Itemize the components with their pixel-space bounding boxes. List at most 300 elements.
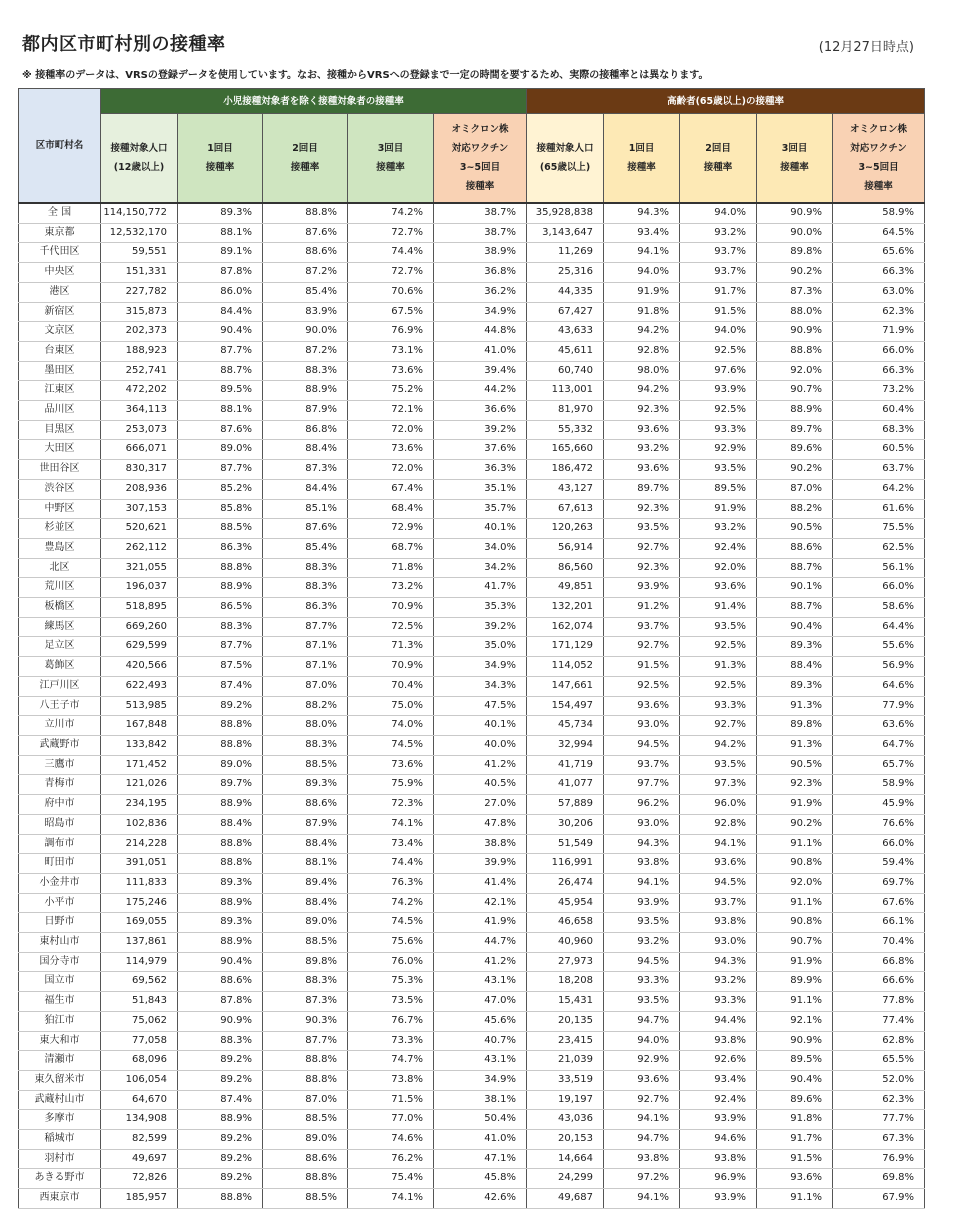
- group-a-header: 小児接種対象者を除く接種対象者の接種率: [101, 89, 527, 114]
- dose1-rate: 90.4%: [178, 322, 263, 342]
- omicron-rate: 40.1%: [434, 519, 527, 539]
- dose1-rate: 87.5%: [178, 657, 263, 677]
- municipality-name: 目黒区: [19, 420, 101, 440]
- municipality-name: 福生市: [19, 992, 101, 1012]
- senior-omicron-rate: 77.7%: [833, 1110, 925, 1130]
- pop-65plus: 11,269: [527, 243, 604, 263]
- senior-dose1-rate: 92.8%: [604, 341, 680, 361]
- dose2-rate: 83.9%: [263, 302, 348, 322]
- pop-12plus: 185,957: [101, 1189, 178, 1209]
- senior-dose2-rate: 93.8%: [680, 913, 757, 933]
- omicron-rate: 36.6%: [434, 401, 527, 421]
- pop-65plus: 81,970: [527, 401, 604, 421]
- table-row: [19, 1070, 925, 1090]
- senior-dose3-rate: 92.3%: [757, 775, 833, 795]
- senior-omicron-rate: 73.2%: [833, 381, 925, 401]
- dose2-rate: 88.5%: [263, 1189, 348, 1209]
- senior-dose1-rate: 97.7%: [604, 775, 680, 795]
- senior-omicron-rate: 62.3%: [833, 302, 925, 322]
- pop-65plus: 30,206: [527, 814, 604, 834]
- senior-omicron-rate: 77.4%: [833, 1011, 925, 1031]
- dose3-rate: 72.9%: [348, 519, 434, 539]
- dose3-rate: 74.0%: [348, 716, 434, 736]
- table-row: [19, 893, 925, 913]
- senior-dose1-rate: 93.7%: [604, 617, 680, 637]
- col-a-omicron: [434, 114, 527, 204]
- dose3-rate: 71.5%: [348, 1090, 434, 1110]
- dose1-rate: 89.0%: [178, 440, 263, 460]
- col-a-omicron-label: オミクロン株 対応ワクチン 3~5回目 接種率: [451, 124, 509, 192]
- senior-dose2-rate: 94.4%: [680, 1011, 757, 1031]
- dose3-rate: 67.4%: [348, 479, 434, 499]
- dose2-rate: 87.1%: [263, 637, 348, 657]
- pop-12plus: 51,843: [101, 992, 178, 1012]
- senior-dose1-rate: 94.1%: [604, 243, 680, 263]
- dose1-rate: 87.8%: [178, 992, 263, 1012]
- senior-dose2-rate: 92.4%: [680, 1090, 757, 1110]
- senior-dose2-rate: 93.3%: [680, 420, 757, 440]
- dose1-rate: 87.6%: [178, 420, 263, 440]
- senior-omicron-rate: 66.3%: [833, 361, 925, 381]
- dose3-rate: 76.7%: [348, 1011, 434, 1031]
- municipality-name: 国分寺市: [19, 952, 101, 972]
- dose2-rate: 84.4%: [263, 479, 348, 499]
- pop-12plus: 253,073: [101, 420, 178, 440]
- table-row: [19, 854, 925, 874]
- col-a-dose3: [348, 114, 434, 204]
- senior-omicron-rate: 62.3%: [833, 1090, 925, 1110]
- table-row: [19, 322, 925, 342]
- pop-65plus: 33,519: [527, 1070, 604, 1090]
- pop-12plus: 321,055: [101, 558, 178, 578]
- senior-dose3-rate: 89.3%: [757, 676, 833, 696]
- senior-omicron-rate: 61.6%: [833, 499, 925, 519]
- municipality-name: 練馬区: [19, 617, 101, 637]
- table-row: [19, 1149, 925, 1169]
- col-b-omicron-label: オミクロン株 対応ワクチン 3~5回目 接種率: [850, 124, 908, 192]
- table-row: [19, 243, 925, 263]
- municipality-name: 大田区: [19, 440, 101, 460]
- col-b-dose1-label: 1回目 接種率: [627, 143, 656, 173]
- dose1-rate: 89.3%: [178, 913, 263, 933]
- pop-12plus: 75,062: [101, 1011, 178, 1031]
- senior-dose3-rate: 92.1%: [757, 1011, 833, 1031]
- senior-dose2-rate: 92.5%: [680, 676, 757, 696]
- group-b-header: 高齢者(65歳以上)の接種率: [527, 89, 925, 114]
- pop-12plus: 167,848: [101, 716, 178, 736]
- omicron-rate: 50.4%: [434, 1110, 527, 1130]
- col-a-dose1: [178, 114, 263, 204]
- senior-dose1-rate: 93.0%: [604, 814, 680, 834]
- senior-dose3-rate: 88.6%: [757, 538, 833, 558]
- senior-dose2-rate: 89.5%: [680, 479, 757, 499]
- data-note: ※ 接種率のデータは、VRSの登録データを使用しています。なお、接種からVRSへの登録まで一定の時間を要するため、実際の接種率とは異なります。: [22, 70, 709, 81]
- pop-65plus: 26,474: [527, 873, 604, 893]
- table-row: [19, 716, 925, 736]
- senior-dose3-rate: 90.1%: [757, 578, 833, 598]
- senior-dose3-rate: 89.6%: [757, 1090, 833, 1110]
- dose3-rate: 72.3%: [348, 795, 434, 815]
- dose2-rate: 88.3%: [263, 558, 348, 578]
- municipality-header: 区市町村名: [19, 89, 101, 204]
- pop-12plus: 82,599: [101, 1130, 178, 1150]
- omicron-rate: 44.8%: [434, 322, 527, 342]
- pop-12plus: 629,599: [101, 637, 178, 657]
- senior-omicron-rate: 64.4%: [833, 617, 925, 637]
- table-row: [19, 1011, 925, 1031]
- senior-omicron-rate: 62.8%: [833, 1031, 925, 1051]
- pop-12plus: 49,697: [101, 1149, 178, 1169]
- table-row: [19, 834, 925, 854]
- pop-65plus: 45,611: [527, 341, 604, 361]
- senior-dose2-rate: 94.1%: [680, 834, 757, 854]
- omicron-rate: 40.0%: [434, 735, 527, 755]
- col-a-dose2: [263, 114, 348, 204]
- pop-12plus: 622,493: [101, 676, 178, 696]
- municipality-name: 江東区: [19, 381, 101, 401]
- senior-omicron-rate: 77.9%: [833, 696, 925, 716]
- pop-12plus: 171,452: [101, 755, 178, 775]
- senior-dose3-rate: 90.9%: [757, 322, 833, 342]
- dose1-rate: 88.9%: [178, 893, 263, 913]
- senior-dose3-rate: 91.7%: [757, 1130, 833, 1150]
- dose2-rate: 88.5%: [263, 1110, 348, 1130]
- dose3-rate: 75.9%: [348, 775, 434, 795]
- municipality-name: 品川区: [19, 401, 101, 421]
- page-title: 都内区市町村別の接種率: [22, 34, 226, 55]
- table-row: [19, 795, 925, 815]
- senior-dose2-rate: 93.5%: [680, 617, 757, 637]
- dose3-rate: 72.7%: [348, 263, 434, 283]
- col-b-dose2-label: 2回目 接種率: [703, 143, 733, 173]
- omicron-rate: 39.2%: [434, 617, 527, 637]
- dose2-rate: 87.9%: [263, 814, 348, 834]
- pop-12plus: 214,228: [101, 834, 178, 854]
- municipality-name: 新宿区: [19, 302, 101, 322]
- municipality-name: 立川市: [19, 716, 101, 736]
- omicron-rate: 39.9%: [434, 854, 527, 874]
- senior-dose1-rate: 91.9%: [604, 282, 680, 302]
- senior-dose3-rate: 91.1%: [757, 992, 833, 1012]
- senior-dose1-rate: 97.2%: [604, 1169, 680, 1189]
- table-row: [19, 598, 925, 618]
- senior-dose1-rate: 93.6%: [604, 1070, 680, 1090]
- pop-12plus: 196,037: [101, 578, 178, 598]
- dose1-rate: 89.5%: [178, 381, 263, 401]
- municipality-name: 板橋区: [19, 598, 101, 618]
- senior-dose3-rate: 90.9%: [757, 203, 833, 223]
- senior-dose3-rate: 89.8%: [757, 243, 833, 263]
- table-row: [19, 1051, 925, 1071]
- omicron-rate: 45.6%: [434, 1011, 527, 1031]
- dose2-rate: 86.3%: [263, 598, 348, 618]
- senior-dose1-rate: 94.0%: [604, 1031, 680, 1051]
- table-row: [19, 735, 925, 755]
- table-row: [19, 913, 925, 933]
- senior-dose3-rate: 91.5%: [757, 1149, 833, 1169]
- dose1-rate: 88.8%: [178, 1189, 263, 1209]
- senior-dose3-rate: 91.1%: [757, 893, 833, 913]
- municipality-name: 全 国: [19, 203, 101, 223]
- pop-65plus: 60,740: [527, 361, 604, 381]
- pop-65plus: 25,316: [527, 263, 604, 283]
- table-row: [19, 499, 925, 519]
- dose3-rate: 75.4%: [348, 1169, 434, 1189]
- dose1-rate: 88.3%: [178, 617, 263, 637]
- pop-12plus: 513,985: [101, 696, 178, 716]
- omicron-rate: 38.7%: [434, 203, 527, 223]
- senior-dose3-rate: 87.0%: [757, 479, 833, 499]
- senior-dose2-rate: 94.2%: [680, 735, 757, 755]
- pop-65plus: 44,335: [527, 282, 604, 302]
- dose1-rate: 87.7%: [178, 637, 263, 657]
- senior-dose2-rate: 93.7%: [680, 263, 757, 283]
- dose2-rate: 87.1%: [263, 657, 348, 677]
- omicron-rate: 34.9%: [434, 302, 527, 322]
- dose3-rate: 73.8%: [348, 1070, 434, 1090]
- municipality-name: 中野区: [19, 499, 101, 519]
- senior-omicron-rate: 69.8%: [833, 1169, 925, 1189]
- pop-65plus: 32,994: [527, 735, 604, 755]
- pop-65plus: 43,127: [527, 479, 604, 499]
- dose2-rate: 89.0%: [263, 1130, 348, 1150]
- pop-12plus: 12,532,170: [101, 223, 178, 243]
- dose2-rate: 88.5%: [263, 933, 348, 953]
- senior-dose2-rate: 93.6%: [680, 578, 757, 598]
- senior-dose1-rate: 92.7%: [604, 538, 680, 558]
- senior-dose1-rate: 94.0%: [604, 263, 680, 283]
- col-b-dose3: [757, 114, 833, 204]
- dose2-rate: 87.6%: [263, 519, 348, 539]
- dose2-rate: 88.3%: [263, 578, 348, 598]
- pop-65plus: 114,052: [527, 657, 604, 677]
- dose2-rate: 86.8%: [263, 420, 348, 440]
- table-row: [19, 519, 925, 539]
- senior-omicron-rate: 63.7%: [833, 460, 925, 480]
- senior-dose1-rate: 93.6%: [604, 420, 680, 440]
- omicron-rate: 36.8%: [434, 263, 527, 283]
- dose2-rate: 88.6%: [263, 1149, 348, 1169]
- senior-dose1-rate: 93.8%: [604, 1149, 680, 1169]
- pop-65plus: 15,431: [527, 992, 604, 1012]
- table-row: [19, 420, 925, 440]
- senior-omicron-rate: 70.4%: [833, 933, 925, 953]
- table-row: [19, 1110, 925, 1130]
- omicron-rate: 36.3%: [434, 460, 527, 480]
- table-row: [19, 637, 925, 657]
- senior-dose3-rate: 91.3%: [757, 735, 833, 755]
- pop-12plus: 137,861: [101, 933, 178, 953]
- municipality-name: 足立区: [19, 637, 101, 657]
- dose3-rate: 73.2%: [348, 578, 434, 598]
- dose1-rate: 89.7%: [178, 775, 263, 795]
- dose3-rate: 71.3%: [348, 637, 434, 657]
- pop-12plus: 202,373: [101, 322, 178, 342]
- pop-12plus: 114,150,772: [101, 203, 178, 223]
- dose1-rate: 89.0%: [178, 755, 263, 775]
- senior-omicron-rate: 71.9%: [833, 322, 925, 342]
- senior-dose1-rate: 94.2%: [604, 322, 680, 342]
- senior-dose2-rate: 93.6%: [680, 854, 757, 874]
- senior-dose3-rate: 91.8%: [757, 1110, 833, 1130]
- pop-65plus: 56,914: [527, 538, 604, 558]
- dose2-rate: 88.4%: [263, 893, 348, 913]
- pop-12plus: 134,908: [101, 1110, 178, 1130]
- municipality-name: あきる野市: [19, 1169, 101, 1189]
- senior-omicron-rate: 60.4%: [833, 401, 925, 421]
- omicron-rate: 38.7%: [434, 223, 527, 243]
- senior-dose1-rate: 93.3%: [604, 972, 680, 992]
- municipality-name: 中央区: [19, 263, 101, 283]
- dose1-rate: 85.2%: [178, 479, 263, 499]
- municipality-name: 千代田区: [19, 243, 101, 263]
- table-row: [19, 952, 925, 972]
- pop-12plus: 114,979: [101, 952, 178, 972]
- omicron-rate: 35.3%: [434, 598, 527, 618]
- senior-omicron-rate: 59.4%: [833, 854, 925, 874]
- senior-dose2-rate: 94.0%: [680, 203, 757, 223]
- senior-dose3-rate: 93.6%: [757, 1169, 833, 1189]
- pop-12plus: 520,621: [101, 519, 178, 539]
- omicron-rate: 38.8%: [434, 834, 527, 854]
- dose2-rate: 87.0%: [263, 1090, 348, 1110]
- dose2-rate: 87.6%: [263, 223, 348, 243]
- dose3-rate: 68.4%: [348, 499, 434, 519]
- dose1-rate: 89.2%: [178, 696, 263, 716]
- omicron-rate: 47.1%: [434, 1149, 527, 1169]
- pop-65plus: 162,074: [527, 617, 604, 637]
- municipality-name: 多摩市: [19, 1110, 101, 1130]
- municipality-name: 東村山市: [19, 933, 101, 953]
- senior-omicron-rate: 67.6%: [833, 893, 925, 913]
- col-b-population: [527, 114, 604, 204]
- pop-12plus: 111,833: [101, 873, 178, 893]
- pop-12plus: 420,566: [101, 657, 178, 677]
- dose1-rate: 87.8%: [178, 263, 263, 283]
- municipality-name: 狛江市: [19, 1011, 101, 1031]
- senior-dose2-rate: 93.8%: [680, 1031, 757, 1051]
- table-row: [19, 657, 925, 677]
- dose3-rate: 72.1%: [348, 401, 434, 421]
- pop-65plus: 23,415: [527, 1031, 604, 1051]
- pop-65plus: 186,472: [527, 460, 604, 480]
- senior-dose3-rate: 90.2%: [757, 263, 833, 283]
- senior-dose3-rate: 90.8%: [757, 854, 833, 874]
- senior-dose1-rate: 94.1%: [604, 1110, 680, 1130]
- dose3-rate: 75.3%: [348, 972, 434, 992]
- senior-dose3-rate: 88.8%: [757, 341, 833, 361]
- municipality-name: 荒川区: [19, 578, 101, 598]
- senior-dose1-rate: 94.3%: [604, 834, 680, 854]
- senior-dose3-rate: 91.9%: [757, 952, 833, 972]
- dose3-rate: 76.3%: [348, 873, 434, 893]
- senior-dose3-rate: 90.4%: [757, 1070, 833, 1090]
- dose2-rate: 88.6%: [263, 243, 348, 263]
- senior-dose2-rate: 93.9%: [680, 381, 757, 401]
- omicron-rate: 34.3%: [434, 676, 527, 696]
- table-row: [19, 302, 925, 322]
- dose1-rate: 89.1%: [178, 243, 263, 263]
- dose2-rate: 88.8%: [263, 1051, 348, 1071]
- table-row: [19, 755, 925, 775]
- senior-dose1-rate: 93.9%: [604, 578, 680, 598]
- senior-dose2-rate: 92.9%: [680, 440, 757, 460]
- senior-dose3-rate: 88.0%: [757, 302, 833, 322]
- omicron-rate: 41.0%: [434, 1130, 527, 1150]
- pop-65plus: 67,427: [527, 302, 604, 322]
- municipality-name: 豊島区: [19, 538, 101, 558]
- senior-dose1-rate: 92.9%: [604, 1051, 680, 1071]
- omicron-rate: 41.9%: [434, 913, 527, 933]
- dose1-rate: 88.1%: [178, 223, 263, 243]
- senior-dose3-rate: 90.7%: [757, 933, 833, 953]
- pop-12plus: 106,054: [101, 1070, 178, 1090]
- dose3-rate: 76.2%: [348, 1149, 434, 1169]
- table-row: [19, 282, 925, 302]
- dose1-rate: 89.2%: [178, 1070, 263, 1090]
- dose1-rate: 90.4%: [178, 952, 263, 972]
- senior-dose2-rate: 91.7%: [680, 282, 757, 302]
- senior-dose3-rate: 89.3%: [757, 637, 833, 657]
- omicron-rate: 41.2%: [434, 755, 527, 775]
- omicron-rate: 44.7%: [434, 933, 527, 953]
- omicron-rate: 40.7%: [434, 1031, 527, 1051]
- dose2-rate: 89.8%: [263, 952, 348, 972]
- dose2-rate: 88.3%: [263, 735, 348, 755]
- dose3-rate: 74.6%: [348, 1130, 434, 1150]
- dose1-rate: 87.4%: [178, 1090, 263, 1110]
- dose2-rate: 90.0%: [263, 322, 348, 342]
- dose3-rate: 72.0%: [348, 460, 434, 480]
- senior-dose3-rate: 89.9%: [757, 972, 833, 992]
- municipality-name: 小金井市: [19, 873, 101, 893]
- dose3-rate: 68.7%: [348, 538, 434, 558]
- senior-dose1-rate: 91.5%: [604, 657, 680, 677]
- pop-65plus: 20,153: [527, 1130, 604, 1150]
- municipality-name: 墨田区: [19, 361, 101, 381]
- table-row: [19, 814, 925, 834]
- senior-dose3-rate: 91.1%: [757, 834, 833, 854]
- pop-12plus: 669,260: [101, 617, 178, 637]
- dose1-rate: 87.7%: [178, 460, 263, 480]
- senior-omicron-rate: 66.8%: [833, 952, 925, 972]
- senior-omicron-rate: 63.6%: [833, 716, 925, 736]
- senior-omicron-rate: 64.2%: [833, 479, 925, 499]
- dose2-rate: 88.8%: [263, 1070, 348, 1090]
- senior-dose1-rate: 92.3%: [604, 401, 680, 421]
- senior-dose3-rate: 91.9%: [757, 795, 833, 815]
- dose2-rate: 88.0%: [263, 716, 348, 736]
- table-row: [19, 617, 925, 637]
- senior-dose3-rate: 88.2%: [757, 499, 833, 519]
- senior-dose3-rate: 92.0%: [757, 873, 833, 893]
- table-row: [19, 578, 925, 598]
- municipality-name: 文京区: [19, 322, 101, 342]
- senior-dose2-rate: 94.3%: [680, 952, 757, 972]
- dose1-rate: 89.2%: [178, 1130, 263, 1150]
- municipality-name: 小平市: [19, 893, 101, 913]
- senior-omicron-rate: 45.9%: [833, 795, 925, 815]
- pop-65plus: 45,954: [527, 893, 604, 913]
- pop-65plus: 41,077: [527, 775, 604, 795]
- dose1-rate: 88.5%: [178, 519, 263, 539]
- table-row: [19, 1169, 925, 1189]
- senior-dose1-rate: 93.2%: [604, 440, 680, 460]
- dose3-rate: 76.9%: [348, 322, 434, 342]
- senior-dose2-rate: 92.5%: [680, 637, 757, 657]
- table-row: [19, 361, 925, 381]
- senior-omicron-rate: 64.7%: [833, 735, 925, 755]
